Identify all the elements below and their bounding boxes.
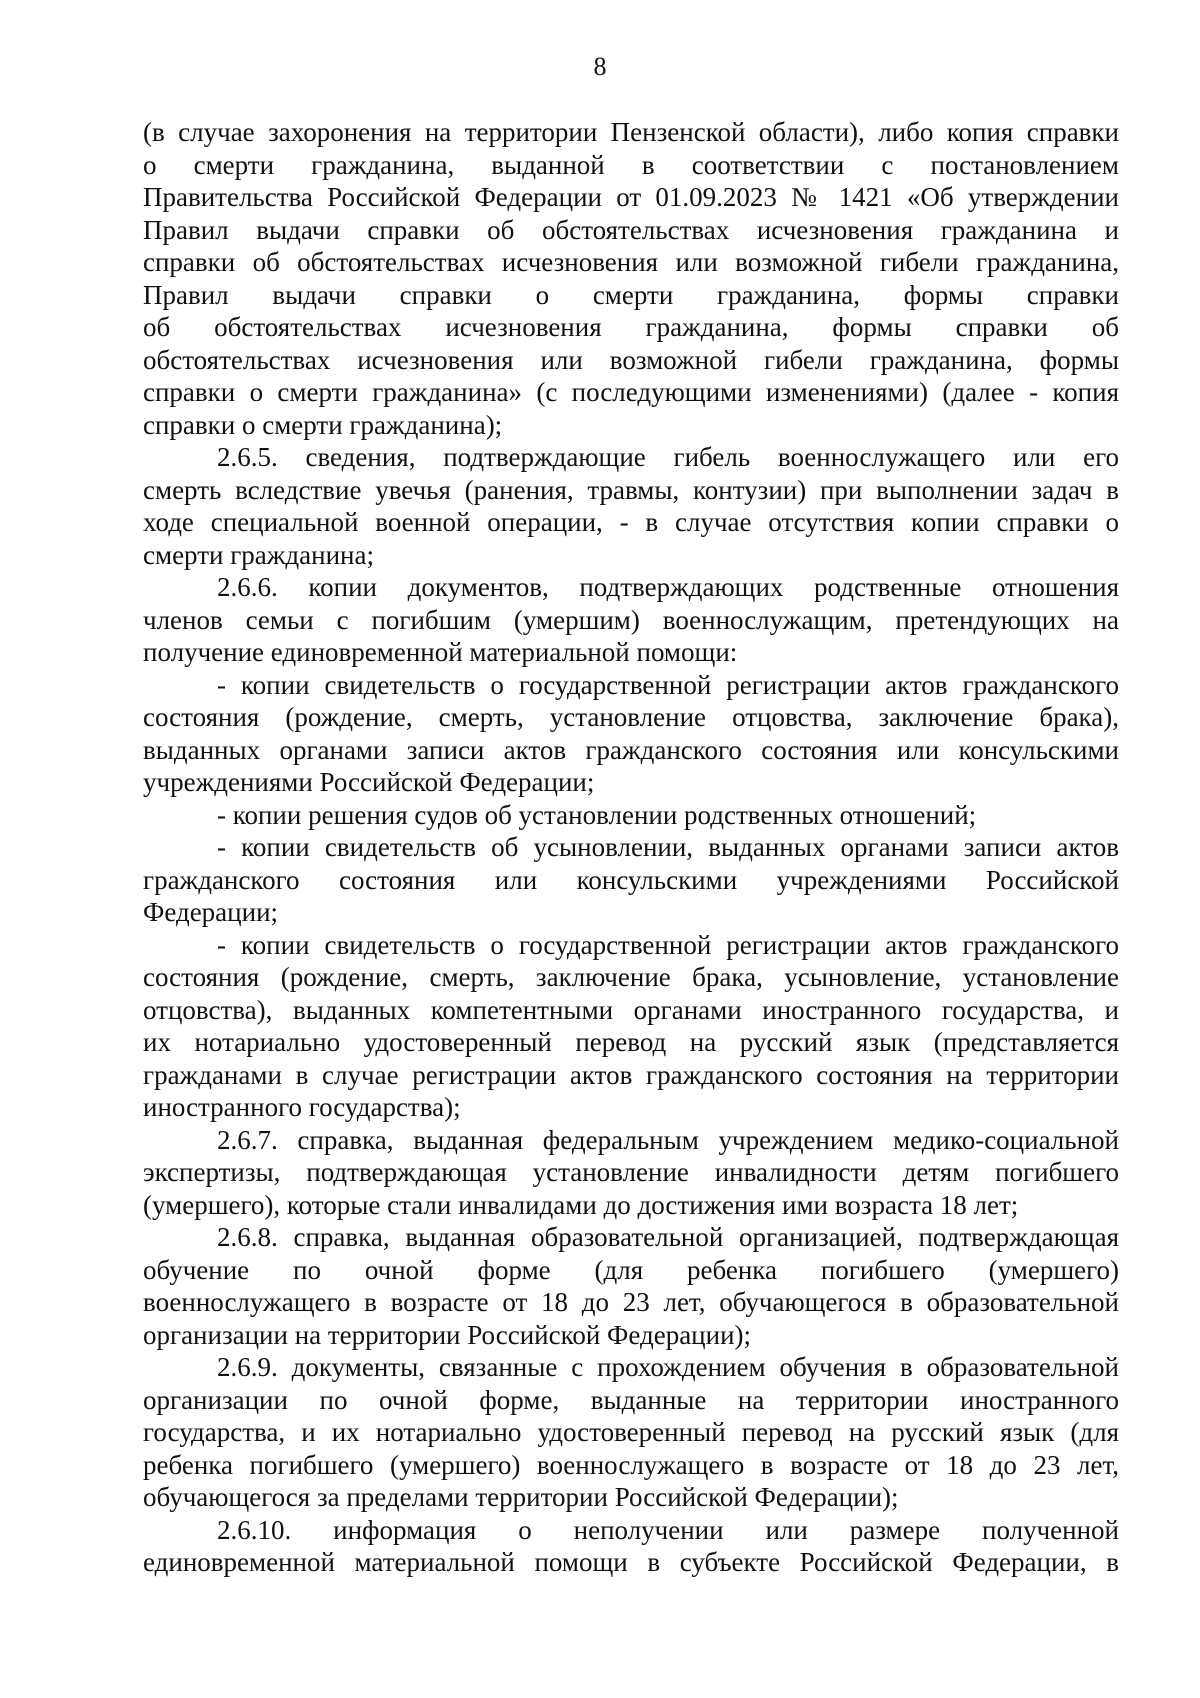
text-line: 2.6.9. документы, связанные с прохождением обучения в образовательной xyxy=(217,1352,1119,1382)
text-line: состояния (рождение, смерть, заключение брака, усыновление, установление xyxy=(143,962,1119,992)
text-line: справки об обстоятельствах исчезновения или возможной гибели гражданина, xyxy=(143,247,1119,277)
text-line: ребенка погибшего (умершего) военнослужащего в возрасте от 18 до 23 лет, xyxy=(143,1449,1119,1480)
text-line: военнослужащего в возрасте от 18 до 23 лет, обучающегося в образовательной xyxy=(143,1287,1119,1317)
text-line: о смерти гражданина, выданной в соответствии с постановлением xyxy=(143,149,1119,180)
text-line: экспертизы, подтверждающая установление инвалидности детям погибшего xyxy=(143,1157,1119,1187)
text-line: 2.6.5. сведения, подтверждающие гибель военнослужащего или его xyxy=(217,442,1119,472)
text-line: Федерации; xyxy=(143,897,279,927)
text-line: обучение по очной форме (для ребенка погибшего (умершего) xyxy=(143,1254,1119,1285)
text-line: гражданского состояния или консульскими учреждениями Российской xyxy=(143,864,1119,895)
text-line: Правил выдачи справки о смерти гражданина, формы справки xyxy=(143,279,1119,310)
text-line: Правительства Российской Федерации от 01.09.2023 № 1421 «Об утверждении xyxy=(143,182,1119,212)
text-line: отцовства), выданных компетентными органами иностранного государства, и xyxy=(143,994,1119,1025)
text-line: обстоятельствах исчезновения или возможной гибели гражданина, формы xyxy=(143,344,1119,375)
text-line: смерти гражданина; xyxy=(143,539,374,570)
text-line: 2.6.10. информация о неполучении или размере полученной xyxy=(217,1514,1119,1545)
text-line: получение единовременной материальной помощи: xyxy=(143,637,738,667)
text-line: (умершего), которые стали инвалидами до достижения ими возраста 18 лет; xyxy=(143,1189,1019,1220)
text-line: членов семьи с погибшим (умершим) военнослужащим, претендующих на xyxy=(143,604,1119,635)
document-body xyxy=(143,116,1119,1579)
text-line: организации по очной форме, выданные на территории иностранного xyxy=(143,1384,1119,1415)
text-line: организации на территории Российской Федерации); xyxy=(143,1319,752,1350)
text-line: Правил выдачи справки об обстоятельствах исчезновения гражданина и xyxy=(143,214,1119,245)
text-line: об обстоятельствах исчезновения гражданина, формы справки об xyxy=(143,312,1119,342)
text-line: выданных органами записи актов гражданского состояния или консульскими xyxy=(143,734,1119,765)
text-line: справки о смерти гражданина); xyxy=(143,409,503,440)
text-line: - копии свидетельств о государственной регистрации актов гражданского xyxy=(217,669,1119,700)
text-line: смерть вследствие увечья (ранения, травмы, контузии) при выполнении задач в xyxy=(143,474,1119,505)
page-number: 8 xyxy=(593,52,607,81)
text-line: учреждениями Российской Федерации; xyxy=(143,767,595,797)
text-line: единовременной материальной помощи в субъекте Российской Федерации, в xyxy=(143,1547,1119,1577)
text-line: - копии свидетельств о государственной регистрации актов гражданского xyxy=(217,929,1119,960)
text-line: их нотариально удостоверенный перевод на русский язык (представляется xyxy=(143,1027,1119,1057)
text-line: 2.6.7. справка, выданная федеральным учреждением медико-социальной xyxy=(217,1124,1119,1155)
text-line: 2.6.6. копии документов, подтверждающих родственные отношения xyxy=(217,572,1119,602)
text-line: ходе специальной военной операции, - в случае отсутствия копии справки о xyxy=(143,507,1119,537)
text-line: справки о смерти гражданина» (с последующими изменениями) (далее - копия xyxy=(143,377,1119,407)
text-line: государства, и их нотариально удостоверенный перевод на русский язык (для xyxy=(143,1417,1119,1447)
text-line: (в случае захоронения на территории Пензенской области), либо копия справки xyxy=(143,117,1119,147)
text-line: - копии решения судов об установлении родственных отношений; xyxy=(217,799,977,830)
text-line: обучающегося за пределами территории Российской Федерации); xyxy=(143,1482,899,1512)
text-line: иностранного государства); xyxy=(143,1092,461,1122)
text-line: - копии свидетельств об усыновлении, выданных органами записи актов xyxy=(217,832,1119,862)
text-line: гражданами в случае регистрации актов гражданского состояния на территории xyxy=(143,1059,1119,1090)
text-line: состояния (рождение, смерть, установление отцовства, заключение брака), xyxy=(143,702,1119,732)
text-line: 2.6.8. справка, выданная образовательной организацией, подтверждающая xyxy=(217,1222,1119,1252)
